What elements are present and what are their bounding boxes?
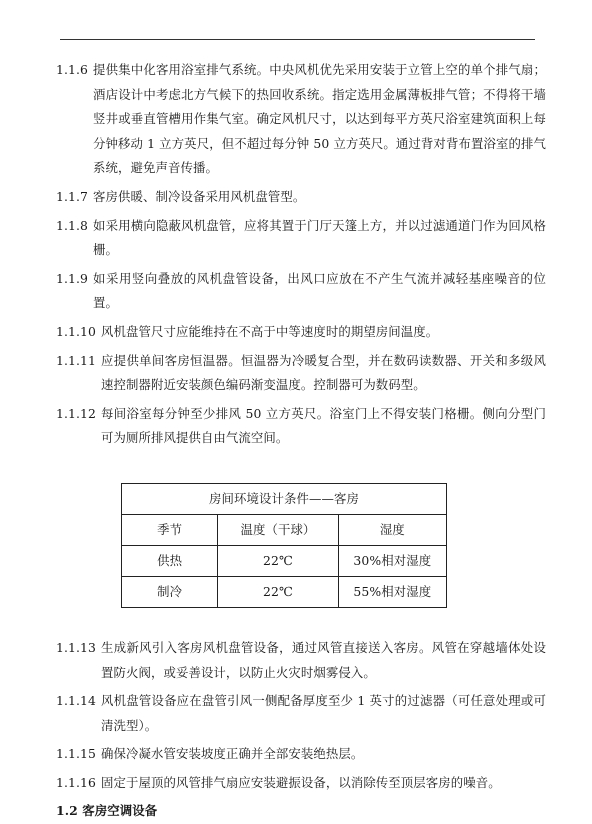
clause-text: 风机盘管设备应在盘管引风一侧配备厚度至少 1 英寸的过滤器（可任意处理或可清洗型）。 xyxy=(101,693,546,733)
table-cell: 55%相对湿度 xyxy=(338,576,446,607)
clause-number: 1.1.8 xyxy=(56,217,89,233)
table-cell: 22℃ xyxy=(218,576,338,607)
clause-1-1-12 xyxy=(56,402,546,451)
clause-text: 应提供单间客房恒温器。恒温器为冷暖复合型，并在数码读数器、开关和多级风速控制器附近安装颜色编码渐变温度。控制器可为数码型。 xyxy=(101,352,546,393)
clause-text: 确保冷凝水管安装坡度正确并全部安装绝热层。 xyxy=(101,746,364,762)
clause-text: 提供集中化客用浴室排气系统。中央风机优先采用安装于立管上空的单个排气扇；酒店设计中考虑北方气候下的热回收系统。指定选用金属薄板排气管；不得将干墙竖井或垂直管槽用作集气室。确定风机尺寸，以达到每平方英尺浴室建筑面积上每分钟移动 1 立方英尺，但不超过每分钟 50 立方英尺。通过背对背布置浴室的排气系统，避免声音传播。 xyxy=(93,62,546,176)
clause-1-1-8 xyxy=(56,214,546,263)
table-cell: 22℃ xyxy=(218,545,338,576)
clause-1-1-15 xyxy=(56,742,546,767)
clause-number: 1.1.14 xyxy=(56,693,97,709)
table-title: 房间环境设计条件——客房 xyxy=(122,483,447,514)
table-cell: 供热 xyxy=(122,545,218,576)
clause-text: 固定于屋顶的风管排气扇应安装避振设备，以消除传至顶层客房的噪音。 xyxy=(101,774,501,790)
clause-text: 每间浴室每分钟至少排风 50 立方英尺。浴室门上不得安装门格栅。侧向分型门可为厕所排风提供自由气流空间。 xyxy=(101,405,546,446)
table-row xyxy=(122,545,447,576)
clause-1-1-11 xyxy=(56,349,546,398)
clause-text: 如采用竖向叠放的风机盘管设备，出风口应放在不产生气流并减轻基座噪音的位置。 xyxy=(93,270,546,311)
clause-number: 1.1.15 xyxy=(56,746,97,762)
clause-number: 1.1.13 xyxy=(56,639,97,655)
clause-text: 风机盘管尺寸应能维持在不高于中等速度时的期望房间温度。 xyxy=(101,323,439,339)
header-temperature: 温度（干球） xyxy=(218,514,338,545)
clause-1-1-10 xyxy=(56,320,546,345)
table-title-row xyxy=(122,483,447,514)
clause-1-1-7 xyxy=(56,185,546,210)
clause-text: 生成新风引入客房风机盘管设备，通过风管直接送入客房。风管在穿越墙体处设置防火阀，或妥善设计，以防止火灾时烟雾侵入。 xyxy=(101,639,546,680)
header-rule xyxy=(60,39,535,40)
clause-1-1-6 xyxy=(56,58,546,181)
header-season: 季节 xyxy=(122,514,218,545)
clause-text: 如采用横向隐蔽风机盘管，应将其置于门厅天篷上方，并以过滤通道门作为回风格栅。 xyxy=(93,217,546,258)
clause-number: 1.1.9 xyxy=(56,270,89,286)
clause-1-1-14 xyxy=(56,689,546,738)
clause-text: 客房供暖、制冷设备采用风机盘管型。 xyxy=(93,188,306,204)
clause-number: 1.1.16 xyxy=(56,774,97,790)
design-conditions-table xyxy=(121,483,447,608)
table-cell: 制冷 xyxy=(122,576,218,607)
clause-number: 1.1.12 xyxy=(56,405,97,421)
table-row xyxy=(122,576,447,607)
clause-1-1-9 xyxy=(56,267,546,316)
clause-number: 1.1.6 xyxy=(56,62,89,77)
clause-number: 1.1.10 xyxy=(56,323,97,339)
section-heading: 1.2 客房空调设备 xyxy=(56,803,158,819)
header-humidity: 湿度 xyxy=(338,514,446,545)
clause-number: 1.1.7 xyxy=(56,188,89,204)
table-header-row xyxy=(122,514,447,545)
document-body xyxy=(56,58,546,824)
table-cell: 30%相对湿度 xyxy=(338,545,446,576)
clause-1-1-13 xyxy=(56,636,546,685)
clause-number: 1.1.11 xyxy=(56,352,97,368)
